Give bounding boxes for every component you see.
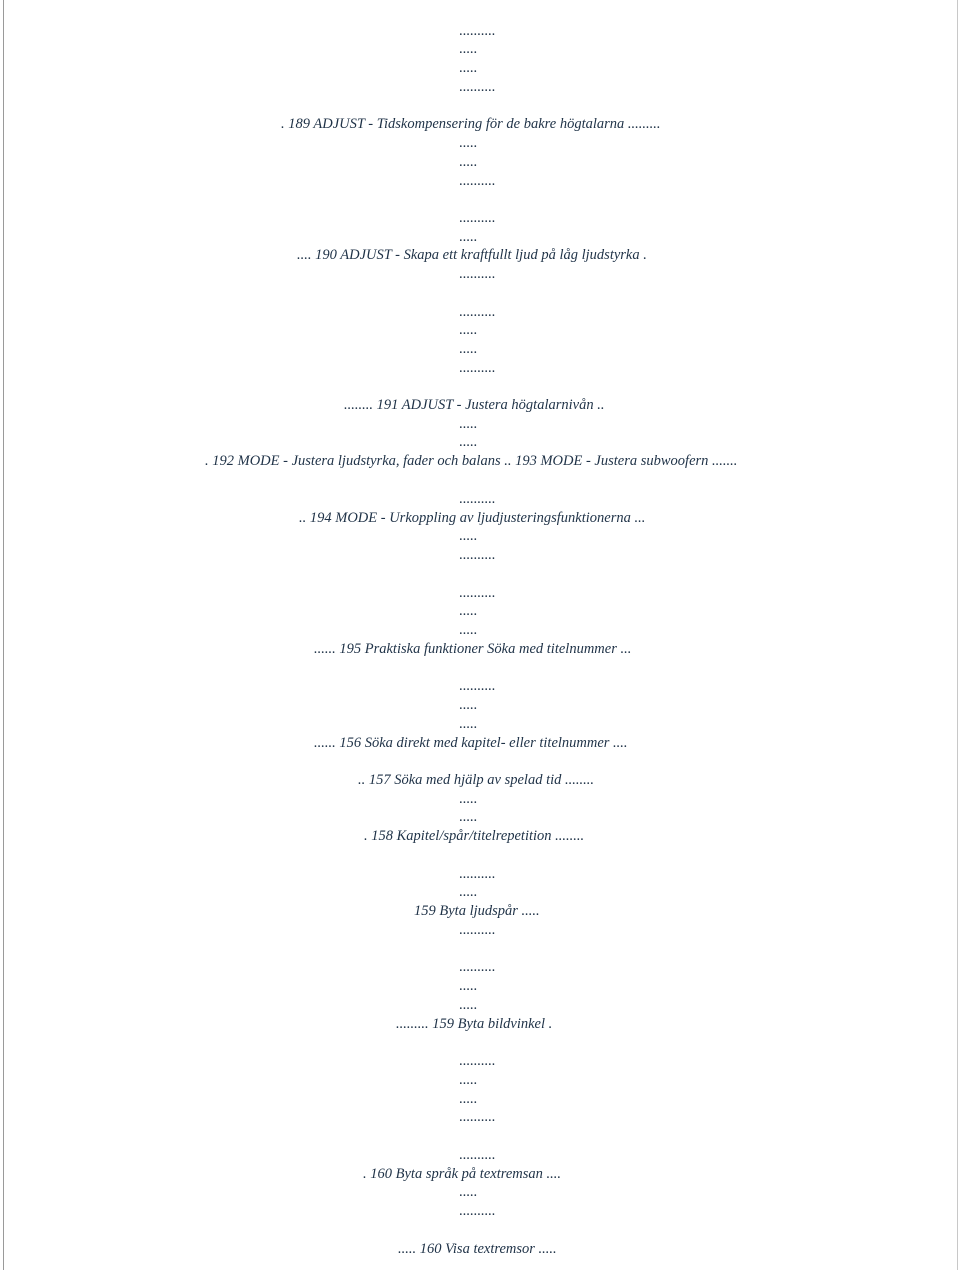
- dot-leader: .....: [459, 41, 478, 57]
- toc-entry: [0, 734, 960, 752]
- dot-leader: .....: [459, 809, 478, 825]
- toc-entry: [0, 827, 960, 845]
- dot-leader: .....: [459, 229, 478, 245]
- toc-line: [0, 921, 960, 939]
- toc-line: [0, 715, 960, 733]
- toc-line: [0, 790, 960, 808]
- toc-entry-text: . 189 ADJUST - Tidskompensering för de bakre högtalarna .........: [281, 116, 661, 132]
- toc-line: [0, 808, 960, 826]
- dot-leader: ..........: [459, 959, 496, 975]
- dot-leader: ..........: [459, 360, 496, 376]
- toc-line: [0, 546, 960, 564]
- dot-leader: ..........: [459, 1053, 496, 1069]
- toc-entry-text: ..... 160 Visa textremsor .....: [398, 1241, 557, 1257]
- toc-line: [0, 172, 960, 190]
- toc-entry: [0, 1165, 960, 1183]
- toc-line: [0, 1052, 960, 1070]
- dot-leader: .....: [459, 416, 478, 432]
- dot-leader: .....: [459, 322, 478, 338]
- toc-line: [0, 883, 960, 901]
- toc-entry: [0, 640, 960, 658]
- dot-leader: .....: [459, 1072, 478, 1088]
- toc-line: [0, 1071, 960, 1089]
- dot-leader: .....: [459, 528, 478, 544]
- dot-leader: ..........: [459, 173, 496, 189]
- dot-leader: .....: [459, 603, 478, 619]
- toc-line: [0, 602, 960, 620]
- dot-leader: .....: [459, 434, 478, 450]
- dot-leader: ..........: [459, 79, 496, 95]
- toc-line: [0, 340, 960, 358]
- toc-line: [0, 1202, 960, 1220]
- dot-leader: .....: [459, 697, 478, 713]
- dot-leader: .....: [459, 1184, 478, 1200]
- toc-line: [0, 958, 960, 976]
- toc-line: [0, 265, 960, 283]
- toc-entry: [0, 771, 960, 789]
- toc-line: [0, 78, 960, 96]
- toc-line: [0, 621, 960, 639]
- toc-entry: [0, 1240, 960, 1258]
- toc-entry-text: .. 157 Söka med hjälp av spelad tid ........: [358, 772, 595, 788]
- toc-line: [0, 359, 960, 377]
- toc-entry-text: ......... 159 Byta bildvinkel .: [396, 1016, 553, 1032]
- toc-entry-text: . 158 Kapitel/spår/titelrepetition ........: [364, 828, 585, 844]
- dot-leader: .....: [459, 884, 478, 900]
- toc-line: [0, 977, 960, 995]
- dot-leader: ..........: [459, 210, 496, 226]
- toc-line: [0, 490, 960, 508]
- toc-line: [0, 134, 960, 152]
- toc-entry-text: . 192 MODE - Justera ljudstyrka, fader och balans .. 193 MODE - Justera subwoofern .......: [205, 453, 738, 469]
- toc-line: [0, 153, 960, 171]
- dot-leader: .....: [459, 978, 478, 994]
- dot-leader: ..........: [459, 266, 496, 282]
- dot-leader: .....: [459, 1091, 478, 1107]
- toc-line: [0, 22, 960, 40]
- dot-leader: .....: [459, 791, 478, 807]
- toc-entry: [0, 1015, 960, 1033]
- toc-line: [0, 415, 960, 433]
- dot-leader: ..........: [459, 678, 496, 694]
- toc-line: [0, 696, 960, 714]
- dot-leader: .....: [459, 135, 478, 151]
- toc-line: [0, 865, 960, 883]
- dot-leader: ..........: [459, 866, 496, 882]
- toc-line: [0, 433, 960, 451]
- dot-leader: .....: [459, 154, 478, 170]
- dot-leader: .....: [459, 60, 478, 76]
- toc-entry: [0, 452, 960, 470]
- dot-leader: ..........: [459, 1147, 496, 1163]
- toc-line: [0, 303, 960, 321]
- toc-line: [0, 40, 960, 58]
- dot-leader: .....: [459, 716, 478, 732]
- toc-entry: [0, 246, 960, 264]
- toc-line: [0, 1108, 960, 1126]
- toc-entry-text: ........ 191 ADJUST - Justera högtalarnivån ..: [344, 397, 605, 413]
- dot-leader: .....: [459, 341, 478, 357]
- toc-entry: [0, 115, 960, 133]
- toc-entry-text: .... 190 ADJUST - Skapa ett kraftfullt ljud på låg ljudstyrka .: [297, 247, 647, 263]
- toc-line: [0, 1146, 960, 1164]
- toc-line: [0, 527, 960, 545]
- dot-leader: ..........: [459, 1203, 496, 1219]
- dot-leader: ..........: [459, 23, 496, 39]
- toc-line: [0, 677, 960, 695]
- toc-line: [0, 1090, 960, 1108]
- toc-line: [0, 321, 960, 339]
- toc-line: [0, 584, 960, 602]
- toc-line: [0, 996, 960, 1014]
- dot-leader: ..........: [459, 547, 496, 563]
- dot-leader: .....: [459, 997, 478, 1013]
- toc-entry-text: 159 Byta ljudspår .....: [414, 903, 540, 919]
- dot-leader: ..........: [459, 1109, 496, 1125]
- toc-entry-text: ...... 195 Praktiska funktioner Söka med titelnummer ...: [314, 641, 632, 657]
- toc-entry-text: . 160 Byta språk på textremsan ....: [363, 1166, 562, 1182]
- toc-entry-text: .. 194 MODE - Urkoppling av ljudjusteringsfunktionerna ...: [299, 510, 646, 526]
- toc-entry: [0, 902, 960, 920]
- dot-leader: ..........: [459, 491, 496, 507]
- dot-leader: .....: [459, 622, 478, 638]
- toc-entry: [0, 509, 960, 527]
- toc-line: [0, 1183, 960, 1201]
- dot-leader: ..........: [459, 585, 496, 601]
- toc-line: [0, 209, 960, 227]
- dot-leader: ..........: [459, 304, 496, 320]
- toc-line: [0, 59, 960, 77]
- toc-entry: [0, 396, 960, 414]
- dot-leader: ..........: [459, 922, 496, 938]
- toc-entry-text: ...... 156 Söka direkt med kapitel- eller titelnummer ....: [314, 735, 628, 751]
- toc-line: [0, 228, 960, 246]
